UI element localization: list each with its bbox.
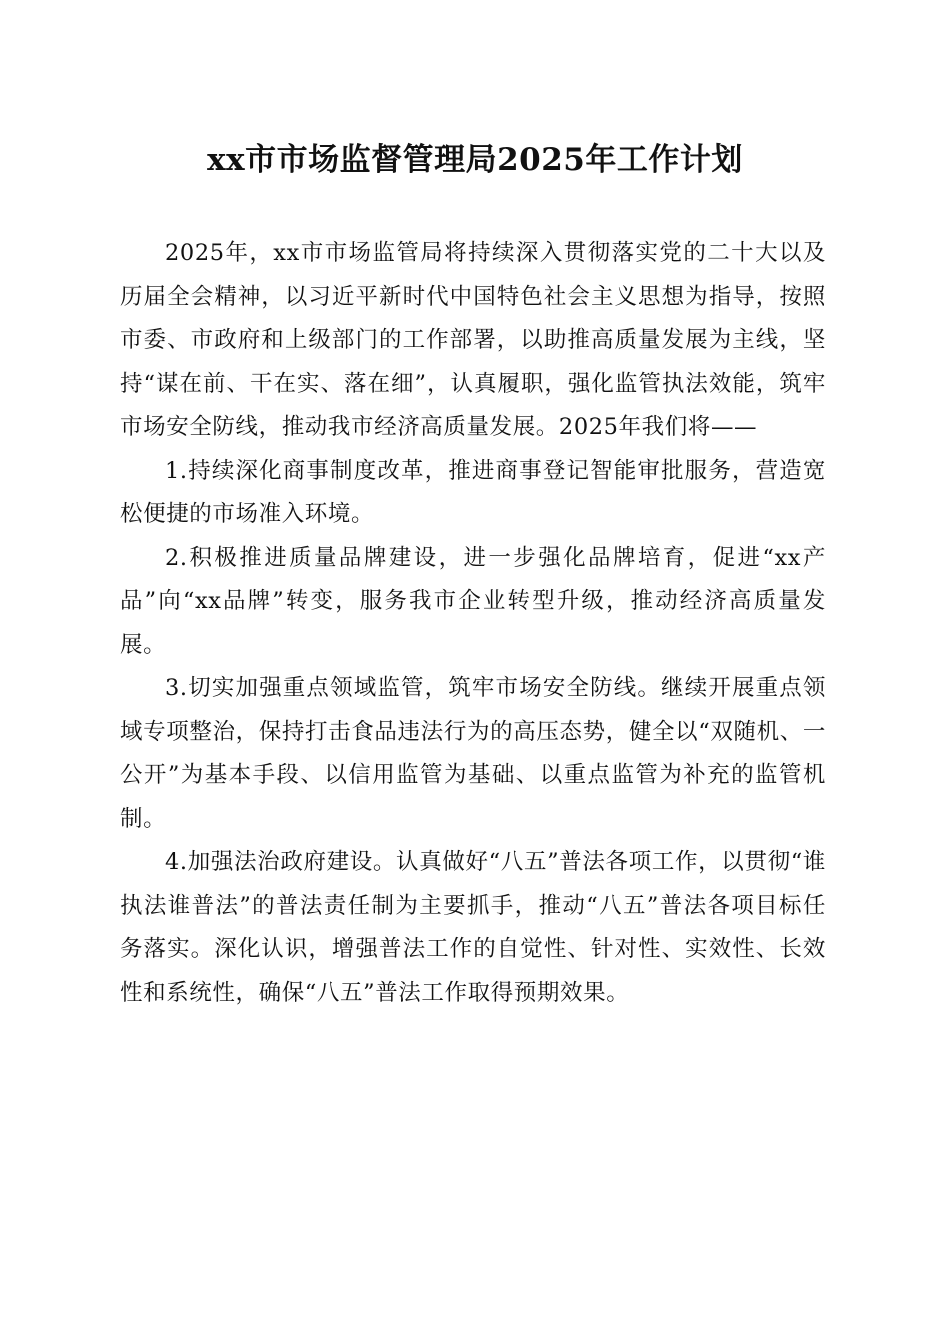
- plan-item-2: 2.积极推进质量品牌建设，进一步强化品牌培育，促进“xx产品”向“xx品牌”转变，服务我市企业转型升级，推动经济高质量发展。: [120, 544, 826, 658]
- plan-item-3: 3.切实加强重点领域监管，筑牢市场安全防线。继续开展重点领域专项整治，保持打击食品违法行为的高压态势，健全以“双随机、一公开”为基本手段、以信用监管为基础、以重点监管为补充的监管机制。: [120, 675, 826, 832]
- plan-item-4: 4.加强法治政府建设。认真做好“八五”普法各项工作，以贯彻“谁执法谁普法”的普法责任制为主要抓手，推动“八五”普法各项目标任务落实。深化认识，增强普法工作的自觉性、针对性、实效性、长效性和系统性，确保“八五”普法工作取得预期效果。: [120, 849, 826, 1006]
- document-title: xx市市场监督管理局2025年工作计划: [207, 142, 743, 178]
- document-body: [120, 232, 826, 1015]
- plan-item-1: 1.持续深化商事制度改革，推进商事登记智能审批服务，营造宽松便捷的市场准入环境。: [120, 457, 826, 527]
- intro-paragraph: 2025年，xx市市场监管局将持续深入贯彻落实党的二十大以及历届全会精神，以习近平新时代中国特色社会主义思想为指导，按照市委、市政府和上级部门的工作部署，以助推高质量发展为主线，坚持“谋在前、干在实、落在细”，认真履职，强化监管执法效能，筑牢市场安全防线，推动我市经济高质量发展。2025年我们将——: [120, 240, 826, 440]
